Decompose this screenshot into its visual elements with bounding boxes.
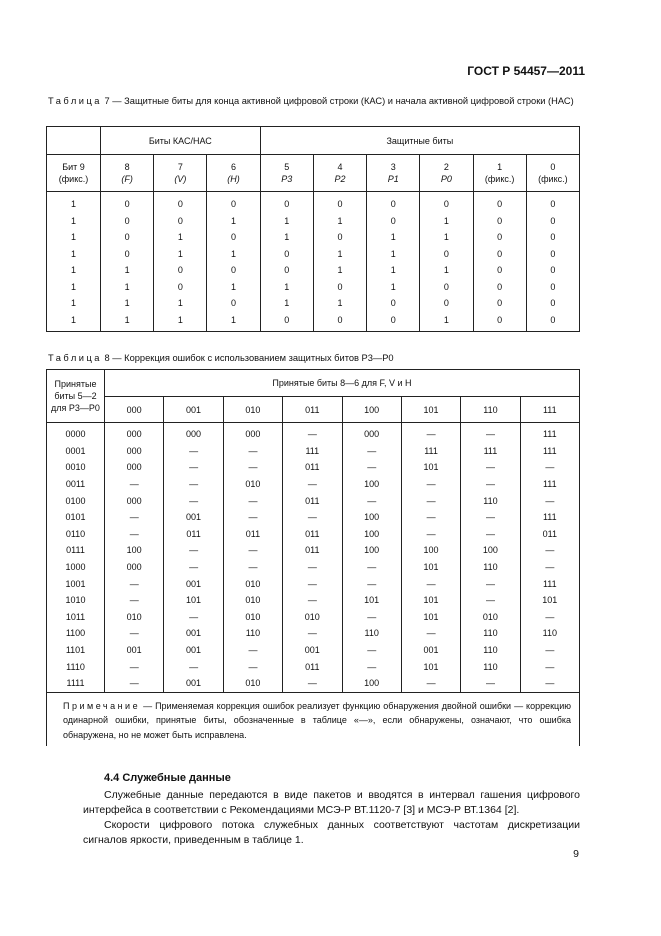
table7-cell: 0	[260, 246, 313, 263]
table7-cell: 1	[367, 262, 420, 279]
table7-col-header: 8 (F)	[101, 155, 154, 192]
table7-cell: 0	[473, 213, 526, 230]
table7-row	[47, 229, 580, 246]
table8-cell: 101	[342, 592, 401, 609]
table7	[46, 126, 580, 332]
table8-cell: 000	[342, 423, 401, 443]
table7-cell: 0	[367, 295, 420, 312]
table7-row	[47, 262, 580, 279]
table8-row	[47, 423, 580, 443]
table8-cell: 001	[283, 642, 342, 659]
table8-row-label: 0100	[47, 492, 105, 509]
table8-row	[47, 509, 580, 526]
table8-cell: 010	[105, 609, 164, 626]
table7-cell: 0	[526, 279, 579, 296]
table8-col-header: 111	[520, 397, 579, 423]
table8-row-label: 1001	[47, 575, 105, 592]
table7-row	[47, 295, 580, 312]
table8-cell: 111	[520, 423, 579, 443]
table7-cell: 1	[47, 213, 101, 230]
table7-cell: 0	[207, 295, 260, 312]
table8-row	[47, 492, 580, 509]
table7-cell: 1	[313, 213, 366, 230]
table7-cell: 0	[154, 192, 207, 213]
document-header: ГОСТ Р 54457—2011	[467, 64, 585, 78]
table7-cell: 1	[101, 262, 154, 279]
table8-cell: 101	[520, 592, 579, 609]
table8-cell: 111	[520, 575, 579, 592]
table8-row	[47, 476, 580, 493]
table8-row	[47, 459, 580, 476]
table8-cell: 001	[164, 509, 223, 526]
table7-cell: 0	[526, 192, 579, 213]
table7-cell: 1	[367, 279, 420, 296]
table8-row-label: 1111	[47, 675, 105, 692]
table7-cell: 1	[207, 312, 260, 332]
table7-cell: 1	[260, 229, 313, 246]
table8-cell: 010	[223, 476, 282, 493]
table7-cell: 1	[47, 312, 101, 332]
table8-row	[47, 575, 580, 592]
table8-cell: —	[164, 476, 223, 493]
table8-note-text: — Применяемая коррекция ошибок реализует функцию обнаружения двойной ошибки — коррекцию одинарной ошибки, принятые биты, обозначенные в таблице «—», если обнаружены, означают, что ошибка обнаружена, но не может быть исправлена.	[63, 700, 571, 740]
table8-row	[47, 559, 580, 576]
table7-row	[47, 312, 580, 332]
table7-col-header: 6 (H)	[207, 155, 260, 192]
table7-caption-text: 7 — Защитные биты для конца активной цифровой строки (КАС) и начала активной цифровой строки (НАС)	[104, 96, 574, 106]
table8-stub-header: Принятые биты 5—2 для P3—P0	[47, 370, 105, 423]
table8-cell: 010	[223, 592, 282, 609]
table7-row	[47, 246, 580, 263]
table7-cell: 1	[260, 213, 313, 230]
table8-col-header: 011	[283, 397, 342, 423]
table7-cell: 0	[101, 213, 154, 230]
table8-cell: 011	[223, 526, 282, 543]
table7-body	[47, 192, 580, 332]
table8-cell: —	[283, 476, 342, 493]
table7-col-header: 5 P3	[260, 155, 313, 192]
table8-cell: 101	[401, 559, 460, 576]
table8-cell: —	[105, 625, 164, 642]
table8-cell: 011	[164, 526, 223, 543]
table8-row-label: 1000	[47, 559, 105, 576]
table8-cell: —	[164, 443, 223, 460]
table8-row-label: 1011	[47, 609, 105, 626]
table7-cell: 0	[526, 312, 579, 332]
table7-cell: 0	[526, 262, 579, 279]
table7-cell: 1	[313, 246, 366, 263]
table7-col-header: 1 (фикс.)	[473, 155, 526, 192]
table8-cell: —	[164, 542, 223, 559]
table8-cell: 000	[223, 423, 282, 443]
table7-col-header: 2 P0	[420, 155, 473, 192]
table7-cell: 1	[367, 246, 420, 263]
table7-cell: 0	[154, 262, 207, 279]
table8-cell: 011	[520, 526, 579, 543]
table8-cell: —	[401, 526, 460, 543]
table8-row	[47, 675, 580, 692]
table7-cell: 0	[367, 213, 420, 230]
table8-cell: —	[164, 609, 223, 626]
table8-row-label: 0001	[47, 443, 105, 460]
table8-cell: 111	[283, 443, 342, 460]
table8-cell: —	[223, 443, 282, 460]
table8-cell: 100	[401, 542, 460, 559]
table8-cell: —	[223, 459, 282, 476]
table8-cell: 001	[164, 675, 223, 692]
table8-row	[47, 625, 580, 642]
table8-row-label: 0110	[47, 526, 105, 543]
table8-cell: 011	[283, 658, 342, 675]
table7-cell: 1	[47, 295, 101, 312]
table8-cell: 001	[164, 575, 223, 592]
table8-cell: 110	[223, 625, 282, 642]
table7-cell: 0	[526, 229, 579, 246]
table8-row	[47, 642, 580, 659]
table8-cell: 010	[461, 609, 520, 626]
table8-row	[47, 526, 580, 543]
table8-cell: —	[283, 423, 342, 443]
table8-cell: —	[401, 492, 460, 509]
table8-cell: —	[105, 509, 164, 526]
table7-cell: 1	[420, 312, 473, 332]
table7-col-header: 3 P1	[367, 155, 420, 192]
table7-cell: 0	[260, 192, 313, 213]
table8-cell: —	[401, 575, 460, 592]
section-paragraph-2: Скорости цифрового потока служебных данных соответствуют частотам дискретизации сигналов яркости, приведенным в таблице 1.	[83, 819, 580, 846]
table7-cell: 1	[47, 246, 101, 263]
table7-cell: 1	[47, 262, 101, 279]
table7-cell: 0	[313, 192, 366, 213]
table8-cell: —	[342, 492, 401, 509]
table8-row-label: 1010	[47, 592, 105, 609]
table8-cell: —	[223, 542, 282, 559]
table7-cell: 0	[526, 246, 579, 263]
table8-cell: 100	[342, 526, 401, 543]
table8-cell: —	[164, 658, 223, 675]
table8-cell: —	[223, 509, 282, 526]
table8-row-label: 0011	[47, 476, 105, 493]
table7-cell: 1	[101, 312, 154, 332]
table7-cell: 0	[473, 262, 526, 279]
table7-cell: 0	[473, 279, 526, 296]
table8-cell: 010	[223, 675, 282, 692]
table8-cell: 111	[520, 443, 579, 460]
table8-row-label: 0101	[47, 509, 105, 526]
table8-cell: —	[342, 459, 401, 476]
table7-cell: 0	[420, 246, 473, 263]
table8-cell: 110	[342, 625, 401, 642]
table8-cell: 101	[401, 459, 460, 476]
table8-cell: —	[164, 459, 223, 476]
table7-cell: 0	[420, 192, 473, 213]
table8-cell: 011	[283, 542, 342, 559]
table7-col-header: 0 (фикс.)	[526, 155, 579, 192]
table7-cell: 1	[260, 295, 313, 312]
table8-cell: 110	[461, 658, 520, 675]
table8-cell: —	[461, 476, 520, 493]
table8-cell: —	[223, 492, 282, 509]
table8-cell: —	[342, 443, 401, 460]
table7-cell: 1	[420, 229, 473, 246]
table8-cell: 011	[283, 526, 342, 543]
table8-cell: 011	[283, 459, 342, 476]
table7-cell: 1	[154, 312, 207, 332]
table8-cell: 001	[105, 642, 164, 659]
table7-cell: 1	[207, 246, 260, 263]
table8-cell: —	[520, 675, 579, 692]
table7-cell: 0	[367, 312, 420, 332]
table8-cell: 111	[461, 443, 520, 460]
table8	[46, 369, 580, 746]
table8-cell: —	[283, 675, 342, 692]
table8-cell: —	[105, 526, 164, 543]
table7-cell: 0	[260, 312, 313, 332]
table8-cell: —	[105, 658, 164, 675]
table7-cell: 0	[101, 192, 154, 213]
table7-cell: 1	[47, 192, 101, 213]
table7-cell: 0	[101, 246, 154, 263]
table7-cell: 0	[154, 213, 207, 230]
table8-col-headers	[47, 397, 580, 423]
table7-group-kac: Биты КАС/НАС	[101, 127, 261, 155]
table7-cell: 0	[473, 192, 526, 213]
table7-cell: 0	[207, 229, 260, 246]
table7-cell: 0	[207, 192, 260, 213]
table8-cell: 000	[105, 492, 164, 509]
table7-cell: 0	[101, 229, 154, 246]
table7-cell: 0	[367, 192, 420, 213]
table8-note-label: Примечание	[63, 700, 141, 711]
table8-cell: —	[342, 609, 401, 626]
table8-cell: 110	[461, 625, 520, 642]
table7-cell: 0	[526, 213, 579, 230]
table8-cell: 001	[401, 642, 460, 659]
table8-cell: 110	[520, 625, 579, 642]
table8-cell: 001	[164, 642, 223, 659]
table7-col-headers	[47, 155, 580, 192]
table8-col-header: 010	[223, 397, 282, 423]
table8-note	[47, 692, 580, 746]
table8-cell: 001	[164, 625, 223, 642]
table8-cell: 110	[461, 559, 520, 576]
section-paragraph-1: Служебные данные передаются в виде пакетов и вводятся в интервал гашения цифрового интерфейса в соответствии с Рекомендациями МСЭ-Р ВТ.1120-7 [3] и МСЭ-Р ВТ.1364 [2].	[83, 789, 580, 816]
table8-cell: 000	[105, 423, 164, 443]
table8-row-label: 1110	[47, 658, 105, 675]
table8-cell: 011	[283, 492, 342, 509]
table7-cell: 1	[367, 229, 420, 246]
table8-cell: 111	[520, 476, 579, 493]
table8-cell: —	[461, 509, 520, 526]
table8-cell: —	[164, 559, 223, 576]
table7-cell: 1	[420, 213, 473, 230]
table7-cell: 0	[473, 229, 526, 246]
table8-cell: —	[401, 423, 460, 443]
table8-cell: —	[461, 459, 520, 476]
table7-cell: 0	[473, 312, 526, 332]
table8-row	[47, 658, 580, 675]
table8-col-header: 101	[401, 397, 460, 423]
table8-cell: —	[520, 459, 579, 476]
page-number: 9	[573, 848, 579, 860]
table8-cell: —	[283, 509, 342, 526]
table7-caption	[48, 95, 588, 108]
table8-note-row	[47, 692, 580, 746]
table8-cell: —	[401, 625, 460, 642]
table7-cell: 1	[420, 262, 473, 279]
table8-cell: —	[461, 592, 520, 609]
table7-cell: 0	[260, 262, 313, 279]
table7-cell: 0	[420, 295, 473, 312]
table8-cell: 010	[223, 575, 282, 592]
table8-cell: 100	[342, 476, 401, 493]
table8-cell: —	[283, 575, 342, 592]
table8-cell: 101	[401, 592, 460, 609]
table8-cell: —	[164, 492, 223, 509]
table8-group-header: Принятые биты 8—6 для F, V и H	[105, 370, 580, 397]
table8-cell: —	[105, 575, 164, 592]
table7-row	[47, 192, 580, 213]
table8-row	[47, 443, 580, 460]
table8-cell: 100	[105, 542, 164, 559]
table8-caption-text: 8 — Коррекция ошибок с использованием защитных битов P3—P0	[104, 353, 394, 363]
table7-col-header: 4 P2	[313, 155, 366, 192]
table7-cell: 1	[154, 229, 207, 246]
table8-cell: 000	[105, 559, 164, 576]
table7-cell: 0	[207, 262, 260, 279]
table8-col-header: 001	[164, 397, 223, 423]
table7-cell: 0	[420, 279, 473, 296]
table7-caption-label: Таблица	[48, 96, 102, 106]
table8-cell: 100	[461, 542, 520, 559]
table8-cell: —	[520, 559, 579, 576]
table8-caption-label: Таблица	[48, 353, 102, 363]
table7-cell: 0	[526, 295, 579, 312]
table8-cell: —	[520, 492, 579, 509]
table8-cell: 111	[520, 509, 579, 526]
table7-cell: 1	[154, 246, 207, 263]
table8-cell: —	[105, 675, 164, 692]
table8-cell: 101	[164, 592, 223, 609]
table8-cell: —	[461, 575, 520, 592]
table8-cell: —	[520, 658, 579, 675]
table8-cell: —	[520, 542, 579, 559]
table8-col-header: 100	[342, 397, 401, 423]
table8-cell: —	[342, 642, 401, 659]
table7-cell: 1	[207, 213, 260, 230]
table8-caption	[48, 352, 588, 365]
table8-row-label: 0010	[47, 459, 105, 476]
table8-row	[47, 542, 580, 559]
table8-cell: 100	[342, 542, 401, 559]
table8-cell: —	[223, 658, 282, 675]
table8-cell: —	[223, 559, 282, 576]
table8-cell: —	[105, 476, 164, 493]
table8-cell: 110	[461, 492, 520, 509]
table7-row	[47, 213, 580, 230]
table8-cell: 111	[401, 443, 460, 460]
table7-cell: 1	[313, 262, 366, 279]
table7-cell: 1	[101, 279, 154, 296]
table7-cell: 1	[47, 229, 101, 246]
table7-empty-corner	[47, 127, 101, 155]
table8-row	[47, 609, 580, 626]
table8-cell: —	[401, 476, 460, 493]
table7-col-header: 7 (V)	[154, 155, 207, 192]
table8-row-label: 1100	[47, 625, 105, 642]
table8-cell: —	[461, 526, 520, 543]
table8-cell: 101	[401, 609, 460, 626]
table8-cell: 010	[223, 609, 282, 626]
table8-cell: —	[342, 559, 401, 576]
table8-row-label: 0000	[47, 423, 105, 443]
table8-cell: —	[461, 675, 520, 692]
table8-cell: 000	[164, 423, 223, 443]
table8-row	[47, 592, 580, 609]
table8-row-label: 1101	[47, 642, 105, 659]
table8-cell: 010	[283, 609, 342, 626]
table7-cell: 0	[473, 295, 526, 312]
table8-cell: —	[283, 592, 342, 609]
table8-cell: —	[283, 625, 342, 642]
table8-cell: —	[342, 658, 401, 675]
table8-col-header: 000	[105, 397, 164, 423]
table8-cell: —	[223, 642, 282, 659]
table7-cell: 1	[47, 279, 101, 296]
table8-cell: 110	[461, 642, 520, 659]
table8-cell: 100	[342, 675, 401, 692]
table8-col-header: 110	[461, 397, 520, 423]
table7-cell: 1	[101, 295, 154, 312]
table8-row-label: 0111	[47, 542, 105, 559]
table8-cell: —	[520, 642, 579, 659]
table7-cell: 0	[313, 312, 366, 332]
table8-cell: —	[105, 592, 164, 609]
table8-body	[47, 423, 580, 747]
table7-cell: 1	[260, 279, 313, 296]
table8-cell: —	[342, 575, 401, 592]
table8-cell: 000	[105, 459, 164, 476]
table7-cell: 1	[154, 295, 207, 312]
table7-cell: 1	[207, 279, 260, 296]
table8-cell: —	[401, 509, 460, 526]
table7-cell: 0	[313, 279, 366, 296]
table7-group-protect: Защитные биты	[260, 127, 579, 155]
table7-cell: 0	[313, 229, 366, 246]
table8-cell: —	[520, 609, 579, 626]
table8-cell: 100	[342, 509, 401, 526]
table8-cell: —	[283, 559, 342, 576]
table8-cell: 101	[401, 658, 460, 675]
section-heading: 4.4 Служебные данные	[104, 772, 231, 784]
table8-cell: —	[461, 423, 520, 443]
table7-cell: 0	[154, 279, 207, 296]
table7-cell: 1	[313, 295, 366, 312]
table8-cell: —	[401, 675, 460, 692]
table7-cell: 0	[473, 246, 526, 263]
table7-col-header: Бит 9 (фикс.)	[47, 155, 101, 192]
table7-row	[47, 279, 580, 296]
table8-cell: 000	[105, 443, 164, 460]
